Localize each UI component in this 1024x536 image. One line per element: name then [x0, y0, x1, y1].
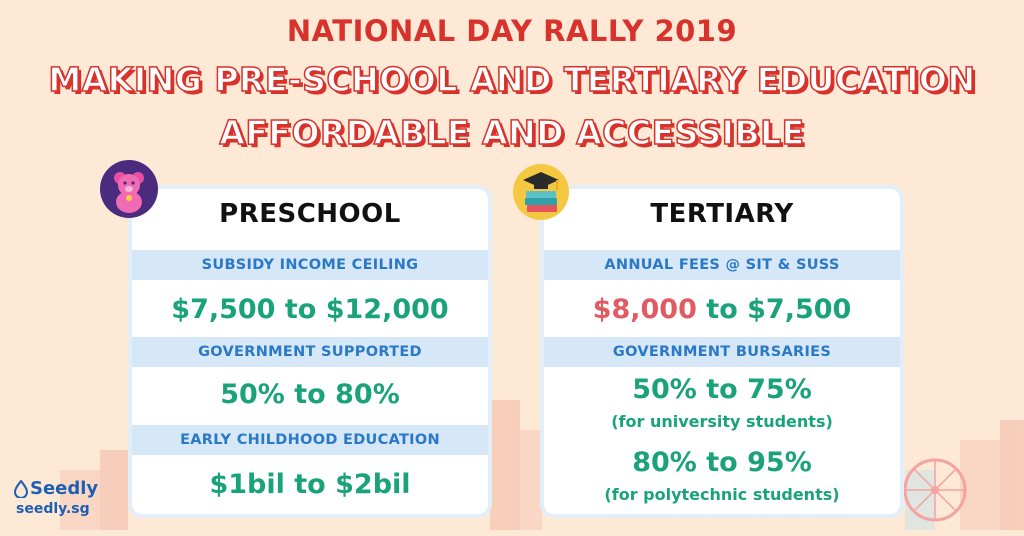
polytechnic-bursary-value: 80% to 95% [632, 447, 812, 478]
annual-fees-label: ANNUAL FEES @ SIT & SUSS [544, 250, 900, 280]
annual-fees-value [544, 284, 900, 336]
university-bursary-value: 50% to 75% [632, 374, 812, 405]
tertiary-card [540, 185, 904, 518]
seedly-name: Seedly [30, 478, 99, 499]
seedly-brand [14, 478, 98, 517]
polytechnic-bursary-note: (for polytechnic students) [604, 485, 840, 504]
preschool-card [128, 185, 492, 518]
seedly-url: seedly.sg [16, 501, 90, 517]
early-childhood-education-label: EARLY CHILDHOOD EDUCATION [132, 425, 488, 455]
headline-line-1: MAKING PRE-SCHOOL AND TERTIARY EDUCATION [48, 60, 976, 99]
preschool-title: PRESCHOOL [219, 199, 401, 229]
government-supported-label: GOVERNMENT SUPPORTED [132, 337, 488, 367]
rally-title: NATIONAL DAY RALLY 2019 [286, 14, 738, 48]
graduation-cap-books-icon [513, 164, 569, 220]
annual-fees-new: to $7,500 [706, 294, 852, 325]
subsidy-income-ceiling-value: $7,500 to $12,000 [171, 294, 449, 325]
headline-line-2: AFFORDABLE AND ACCESSIBLE [219, 113, 805, 152]
seedly-logo [14, 478, 98, 499]
teddy-bear-icon [100, 160, 158, 218]
ferris-wheel-icon [905, 460, 965, 520]
tertiary-title: TERTIARY [650, 199, 794, 229]
annual-fees-old: $8,000 [592, 294, 697, 325]
university-bursary-note: (for university students) [611, 412, 833, 431]
early-childhood-education-value: $1bil to $2bil [209, 469, 411, 500]
government-supported-value: 50% to 80% [220, 379, 400, 410]
government-bursaries-label: GOVERNMENT BURSARIES [544, 337, 900, 367]
subsidy-income-ceiling-label: SUBSIDY INCOME CEILING [132, 250, 488, 280]
seedly-drop-icon [14, 480, 28, 498]
